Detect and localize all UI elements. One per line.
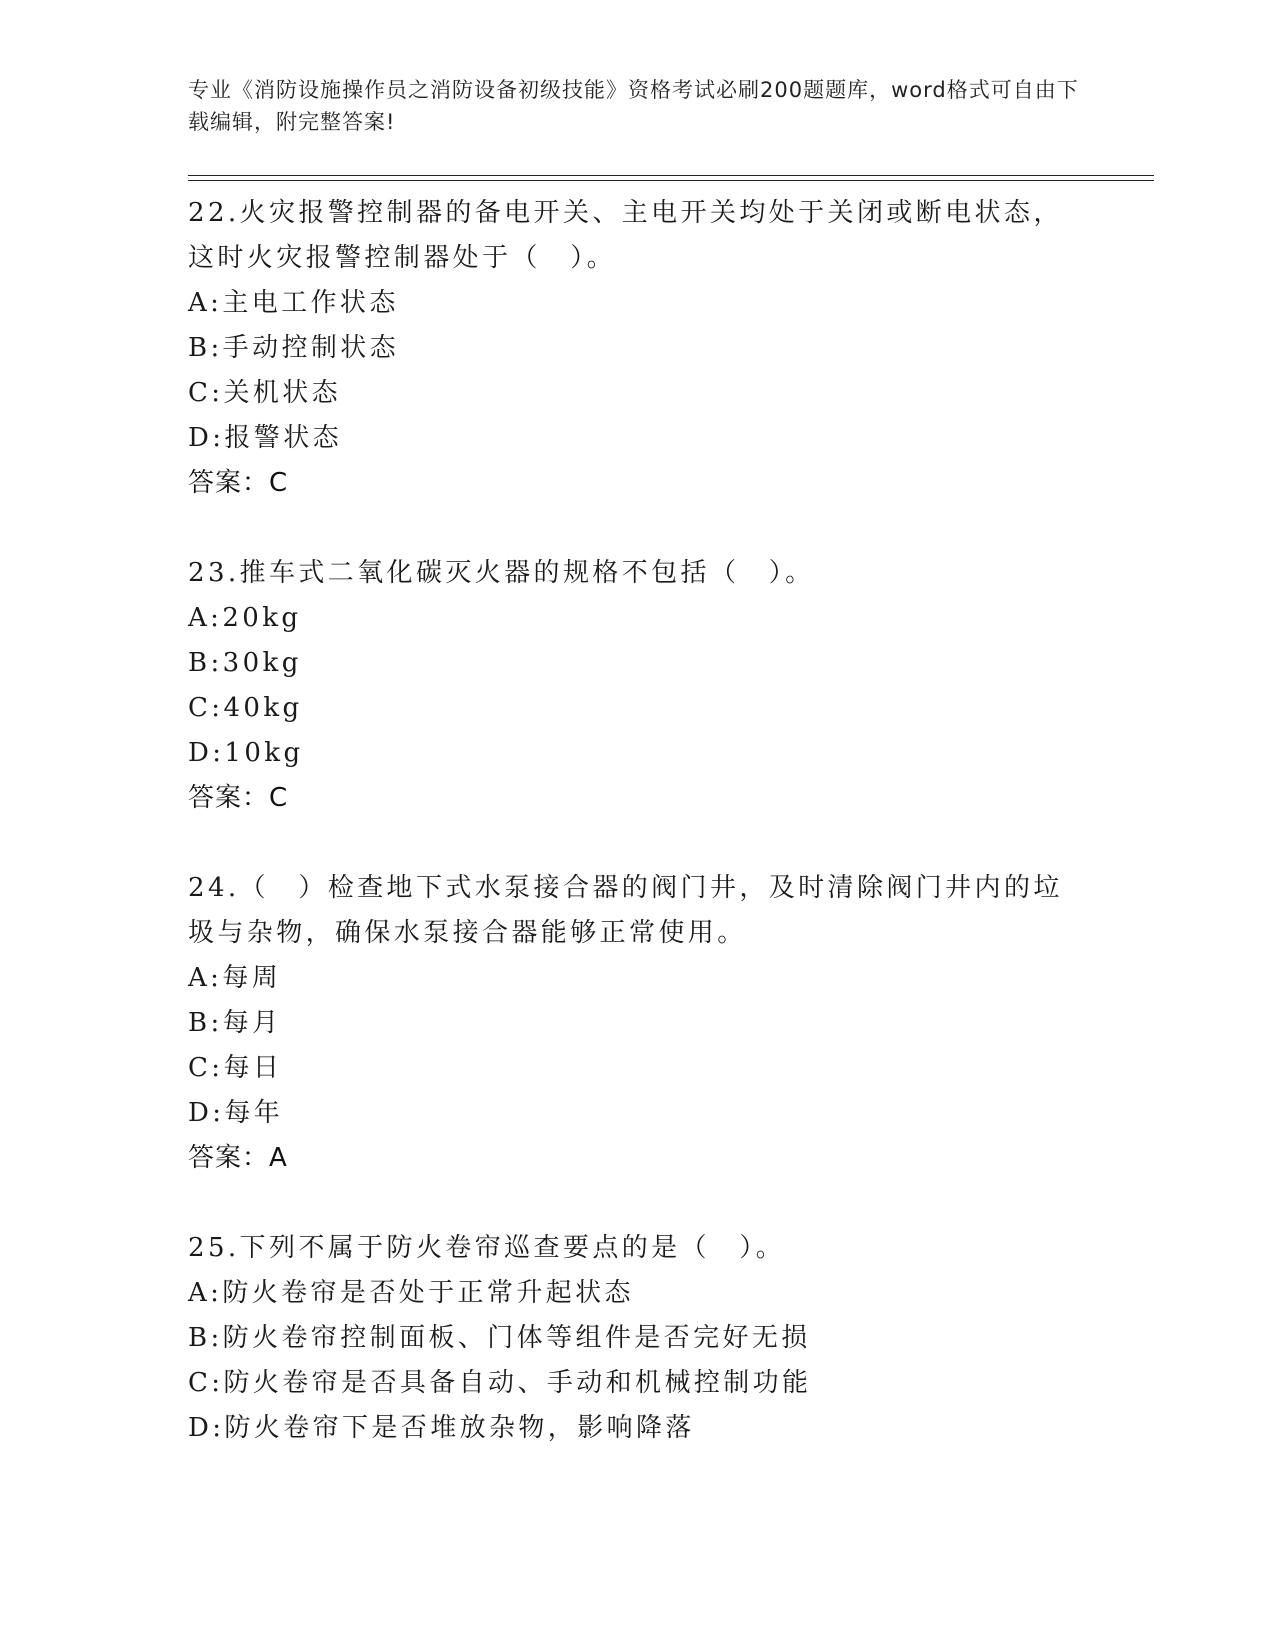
question-stem: 22.火灾报警控制器的备电开关、主电开关均处于关闭或断电状态，这时火灾报警控制器处于（ ）。 — [188, 198, 1063, 273]
question-stem: 25.下列不属于防火卷帘巡查要点的是（ ）。 — [188, 1233, 786, 1263]
option-c: C:关机状态 — [188, 378, 342, 408]
option-d: D:每年 — [188, 1098, 284, 1128]
option-d: D:报警状态 — [188, 423, 343, 453]
answer: 答案：A — [188, 1143, 288, 1173]
option-a: A:防火卷帘是否处于正常升起状态 — [188, 1278, 634, 1308]
question-stem: 23.推车式二氧化碳灭火器的规格不包括（ ）。 — [188, 558, 815, 588]
question-22 — [188, 191, 1088, 506]
option-b: B:每月 — [188, 1008, 282, 1038]
option-d: D:10kg — [188, 738, 304, 768]
option-b: B:30kg — [188, 648, 302, 678]
option-b: B:防火卷帘控制面板、门体等组件是否完好无损 — [188, 1323, 811, 1353]
option-c: C:40kg — [188, 693, 303, 723]
question-stem: 24.（ ）检查地下式水泵接合器的阀门井，及时清除阀门井内的垃圾与杂物，确保水泵接合器能够正常使用。 — [188, 873, 1063, 948]
document-header — [188, 74, 1088, 138]
header-divider-top — [188, 175, 1154, 176]
option-b: B:手动控制状态 — [188, 333, 400, 363]
question-24 — [188, 866, 1088, 1181]
answer: 答案：C — [188, 783, 289, 813]
option-c: C:防火卷帘是否具备自动、手动和机械控制功能 — [188, 1368, 812, 1398]
header-divider-bottom — [188, 180, 1154, 181]
question-spacer — [188, 821, 1088, 866]
question-23 — [188, 551, 1088, 821]
answer: 答案：C — [188, 468, 289, 498]
option-a: A:每周 — [188, 963, 282, 993]
question-list — [188, 191, 1088, 1451]
question-spacer — [188, 506, 1088, 551]
question-25 — [188, 1226, 1088, 1451]
header-title: 专业《消防设施操作员之消防设备初级技能》资格考试必刷200题题库，word格式可自由下载编辑，附完整答案! — [188, 78, 1079, 134]
option-c: C:每日 — [188, 1053, 283, 1083]
option-a: A:主电工作状态 — [188, 288, 399, 318]
option-d: D:防火卷帘下是否堆放杂物，影响降落 — [188, 1413, 695, 1443]
option-a: A:20kg — [188, 603, 302, 633]
question-spacer — [188, 1181, 1088, 1226]
